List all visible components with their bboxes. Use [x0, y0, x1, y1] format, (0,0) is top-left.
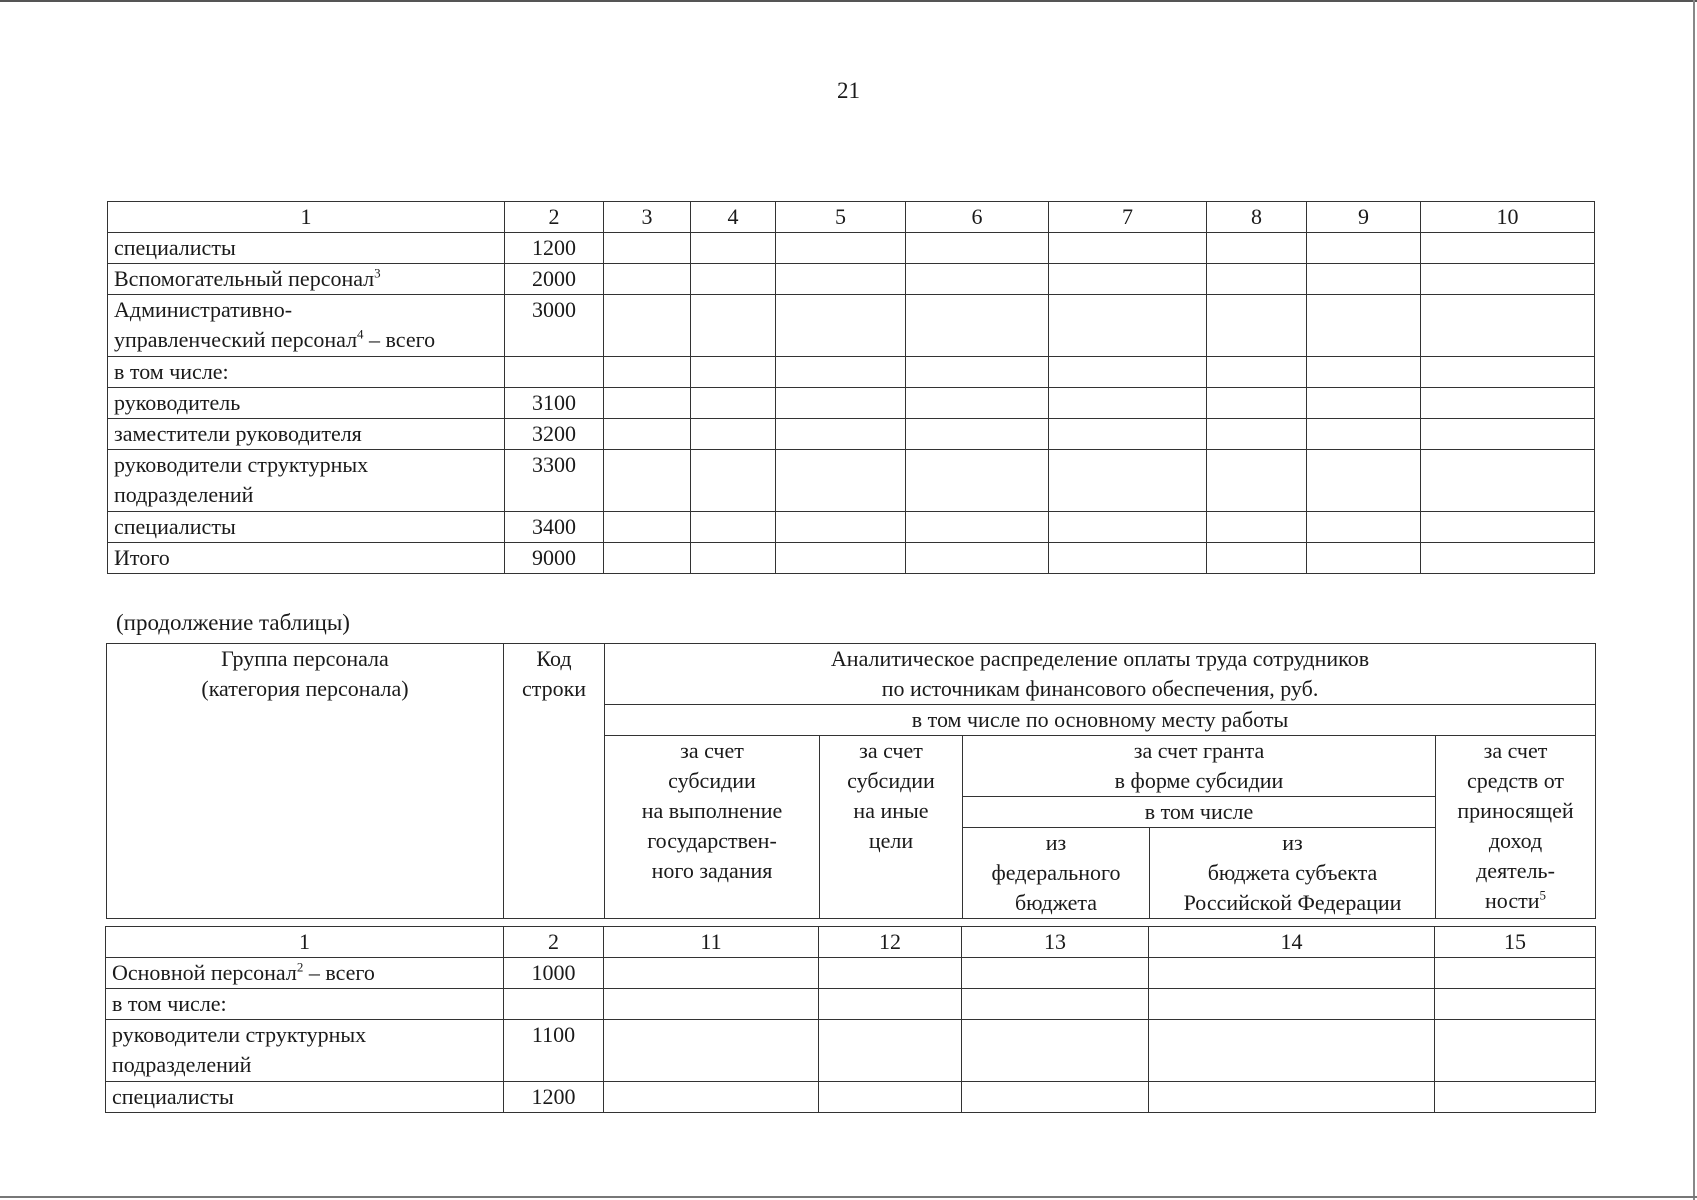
- regional-budget-header: из бюджета субъекта Российской Федерации: [1150, 828, 1436, 919]
- row-code: 3400: [505, 512, 604, 543]
- empty-value-cell: [776, 233, 906, 264]
- empty-value-cell: [1149, 1020, 1435, 1082]
- row-code: 1200: [504, 1082, 604, 1113]
- empty-value-cell: [1049, 233, 1207, 264]
- row-label: [108, 388, 505, 419]
- empty-value-cell: [691, 419, 776, 450]
- empty-value-cell: [776, 512, 906, 543]
- row-code: 3200: [505, 419, 604, 450]
- row-code: 2000: [505, 264, 604, 295]
- empty-value-cell: [691, 264, 776, 295]
- column-number: 8: [1207, 202, 1307, 233]
- empty-value-cell: [1049, 264, 1207, 295]
- column-number: 2: [505, 202, 604, 233]
- empty-value-cell: [819, 958, 962, 989]
- empty-value-cell: [1307, 512, 1421, 543]
- column-number: 5: [776, 202, 906, 233]
- analytic-distribution-header: Аналитическое распределение оплаты труда сотрудников по источникам финансового обеспечения, руб.: [605, 644, 1596, 705]
- column-number: 6: [906, 202, 1049, 233]
- empty-value-cell: [604, 295, 691, 357]
- row-label: [108, 419, 505, 450]
- empty-value-cell: [1207, 419, 1307, 450]
- empty-value-cell: [962, 958, 1149, 989]
- column-number: 2: [504, 927, 604, 958]
- column-number: 13: [962, 927, 1149, 958]
- empty-value-cell: [962, 989, 1149, 1020]
- row-code: 1000: [504, 958, 604, 989]
- empty-value-cell: [906, 264, 1049, 295]
- row-label-suffix: – всего: [363, 327, 436, 352]
- row-label-text: Итого: [114, 545, 170, 570]
- empty-value-cell: [1435, 989, 1596, 1020]
- empty-value-cell: [1421, 295, 1595, 357]
- empty-value-cell: [1207, 295, 1307, 357]
- row-code: 3000: [505, 295, 604, 357]
- empty-value-cell: [604, 233, 691, 264]
- empty-value-cell: [691, 512, 776, 543]
- table-row: [108, 512, 1595, 543]
- empty-value-cell: [1149, 958, 1435, 989]
- empty-value-cell: [691, 233, 776, 264]
- row-label-text: Административно- управленческий персонал: [114, 297, 358, 352]
- table-row: [108, 450, 1595, 512]
- column-number-row: [108, 202, 1595, 233]
- empty-value-cell: [1307, 450, 1421, 512]
- continuation-caption: (продолжение таблицы): [116, 610, 350, 635]
- page-number: 21: [837, 78, 860, 103]
- row-label: [108, 233, 505, 264]
- row-code: 3300: [505, 450, 604, 512]
- row-code: 1100: [504, 1020, 604, 1082]
- empty-value-cell: [604, 1020, 819, 1082]
- empty-value-cell: [1307, 233, 1421, 264]
- empty-value-cell: [1049, 388, 1207, 419]
- empty-value-cell: [691, 543, 776, 574]
- empty-value-cell: [1421, 512, 1595, 543]
- table-row: [106, 958, 1596, 989]
- row-label-text: специалисты: [114, 514, 236, 539]
- empty-value-cell: [691, 388, 776, 419]
- empty-value-cell: [691, 357, 776, 388]
- row-label: [108, 357, 505, 388]
- row-label: [108, 543, 505, 574]
- empty-value-cell: [906, 295, 1049, 357]
- empty-value-cell: [1049, 450, 1207, 512]
- empty-value-cell: [776, 264, 906, 295]
- empty-value-cell: [906, 419, 1049, 450]
- footnote-mark: 4: [357, 326, 364, 342]
- empty-value-cell: [1421, 419, 1595, 450]
- income-activity-header: [1436, 736, 1596, 919]
- table-row: [108, 419, 1595, 450]
- row-label-text: Основной персонал: [112, 960, 297, 985]
- empty-value-cell: [604, 357, 691, 388]
- empty-value-cell: [604, 1082, 819, 1113]
- column-number: 1: [108, 202, 505, 233]
- empty-value-cell: [819, 989, 962, 1020]
- row-code: 3100: [505, 388, 604, 419]
- empty-value-cell: [776, 388, 906, 419]
- including-header: в том числе: [963, 797, 1436, 828]
- empty-value-cell: [604, 989, 819, 1020]
- empty-value-cell: [906, 388, 1049, 419]
- empty-value-cell: [1049, 543, 1207, 574]
- table-row: [106, 1020, 1596, 1082]
- empty-value-cell: [604, 450, 691, 512]
- empty-value-cell: [604, 264, 691, 295]
- empty-value-cell: [1421, 450, 1595, 512]
- table-row: [106, 1082, 1596, 1113]
- column-number: 3: [604, 202, 691, 233]
- table-row: [108, 264, 1595, 295]
- empty-value-cell: [604, 419, 691, 450]
- row-label: [108, 295, 505, 357]
- code-header: Код строки: [504, 644, 605, 919]
- row-label-text: заместители руководителя: [114, 421, 362, 446]
- empty-value-cell: [1207, 543, 1307, 574]
- row-label: [108, 450, 505, 512]
- empty-value-cell: [962, 1020, 1149, 1082]
- row-label-text: в том числе:: [114, 359, 229, 384]
- row-label-text: руководитель: [114, 390, 241, 415]
- empty-value-cell: [819, 1082, 962, 1113]
- empty-value-cell: [1421, 357, 1595, 388]
- empty-value-cell: [1207, 264, 1307, 295]
- empty-value-cell: [1307, 419, 1421, 450]
- empty-value-cell: [1435, 1082, 1596, 1113]
- subsidy-other-header: за счет субсидии на иные цели: [820, 736, 963, 919]
- row-label-text: специалисты: [112, 1084, 234, 1109]
- row-label-text: специалисты: [114, 235, 236, 260]
- row-label-text: Вспомогательный персонал: [114, 266, 375, 291]
- column-number: 1: [106, 927, 504, 958]
- row-label: [108, 264, 505, 295]
- empty-value-cell: [906, 233, 1049, 264]
- empty-value-cell: [1207, 450, 1307, 512]
- column-number: 4: [691, 202, 776, 233]
- empty-value-cell: [1049, 512, 1207, 543]
- row-code: [504, 989, 604, 1020]
- empty-value-cell: [1421, 233, 1595, 264]
- empty-value-cell: [1207, 357, 1307, 388]
- staff-pay-table-part1-body: [108, 202, 1595, 574]
- empty-value-cell: [776, 295, 906, 357]
- empty-value-cell: [962, 1082, 1149, 1113]
- column-number: 15: [1435, 927, 1596, 958]
- subsidy-state-task-header: за счет субсидии на выполнение государствен- ного задания: [605, 736, 820, 919]
- income-activity-label: за счет средств от приносящей доход деятель- ности: [1457, 738, 1574, 913]
- row-code: [505, 357, 604, 388]
- main-place-header: в том числе по основному месту работы: [605, 705, 1596, 736]
- column-number: 10: [1421, 202, 1595, 233]
- empty-value-cell: [906, 357, 1049, 388]
- empty-value-cell: [604, 512, 691, 543]
- empty-value-cell: [1307, 264, 1421, 295]
- row-label: [106, 1020, 504, 1082]
- empty-value-cell: [1421, 388, 1595, 419]
- empty-value-cell: [1049, 419, 1207, 450]
- footnote-5: 5: [1539, 887, 1546, 903]
- federal-budget-header: из федерального бюджета: [963, 828, 1150, 919]
- column-number: 12: [819, 927, 962, 958]
- empty-value-cell: [906, 512, 1049, 543]
- row-code: 9000: [505, 543, 604, 574]
- table-row: [108, 388, 1595, 419]
- empty-value-cell: [1149, 1082, 1435, 1113]
- empty-value-cell: [1435, 958, 1596, 989]
- row-label: [106, 989, 504, 1020]
- row-label: [106, 958, 504, 989]
- group-header: Группа персонала (категория персонала): [107, 644, 504, 919]
- empty-value-cell: [1307, 388, 1421, 419]
- empty-value-cell: [906, 450, 1049, 512]
- row-code: 1200: [505, 233, 604, 264]
- staff-pay-table-part2-rows: [106, 927, 1596, 1113]
- table-row: [108, 295, 1595, 357]
- empty-value-cell: [1307, 543, 1421, 574]
- empty-value-cell: [1435, 1020, 1596, 1082]
- staff-pay-table-part2-body: [105, 926, 1596, 1113]
- empty-value-cell: [604, 958, 819, 989]
- page-right-border: [1693, 0, 1695, 1200]
- column-number: 11: [604, 927, 819, 958]
- row-label-text: руководители структурных подразделений: [112, 1022, 367, 1077]
- empty-value-cell: [1049, 357, 1207, 388]
- empty-value-cell: [776, 543, 906, 574]
- empty-value-cell: [604, 543, 691, 574]
- empty-value-cell: [1307, 295, 1421, 357]
- empty-value-cell: [819, 1020, 962, 1082]
- row-label-text: в том числе:: [112, 991, 227, 1016]
- empty-value-cell: [906, 543, 1049, 574]
- footnote-mark: 2: [296, 959, 304, 975]
- footnote-mark: 3: [374, 265, 381, 281]
- column-number-row: [106, 927, 1596, 958]
- staff-pay-table-part2-header: [106, 643, 1596, 919]
- column-number: 14: [1149, 927, 1435, 958]
- table-row: [108, 357, 1595, 388]
- empty-value-cell: [1421, 264, 1595, 295]
- table-row: [108, 543, 1595, 574]
- page-top-border: [0, 0, 1697, 2]
- column-number: 9: [1307, 202, 1421, 233]
- row-label: [108, 512, 505, 543]
- page-bottom-border: [0, 1196, 1697, 1198]
- empty-value-cell: [1149, 989, 1435, 1020]
- empty-value-cell: [1421, 543, 1595, 574]
- empty-value-cell: [1207, 233, 1307, 264]
- empty-value-cell: [691, 450, 776, 512]
- empty-value-cell: [1207, 388, 1307, 419]
- empty-value-cell: [604, 388, 691, 419]
- row-label: [106, 1082, 504, 1113]
- empty-value-cell: [691, 295, 776, 357]
- table-row: [106, 989, 1596, 1020]
- empty-value-cell: [1207, 512, 1307, 543]
- empty-value-cell: [1049, 295, 1207, 357]
- column-number: 7: [1049, 202, 1207, 233]
- table-row: [108, 233, 1595, 264]
- empty-value-cell: [776, 450, 906, 512]
- staff-pay-table-part1: [107, 201, 1595, 574]
- empty-value-cell: [776, 419, 906, 450]
- grant-header: за счет гранта в форме субсидии: [963, 736, 1436, 797]
- empty-value-cell: [776, 357, 906, 388]
- empty-value-cell: [1307, 357, 1421, 388]
- row-label-suffix: – всего: [303, 960, 375, 985]
- row-label-text: руководители структурных подразделений: [114, 452, 369, 507]
